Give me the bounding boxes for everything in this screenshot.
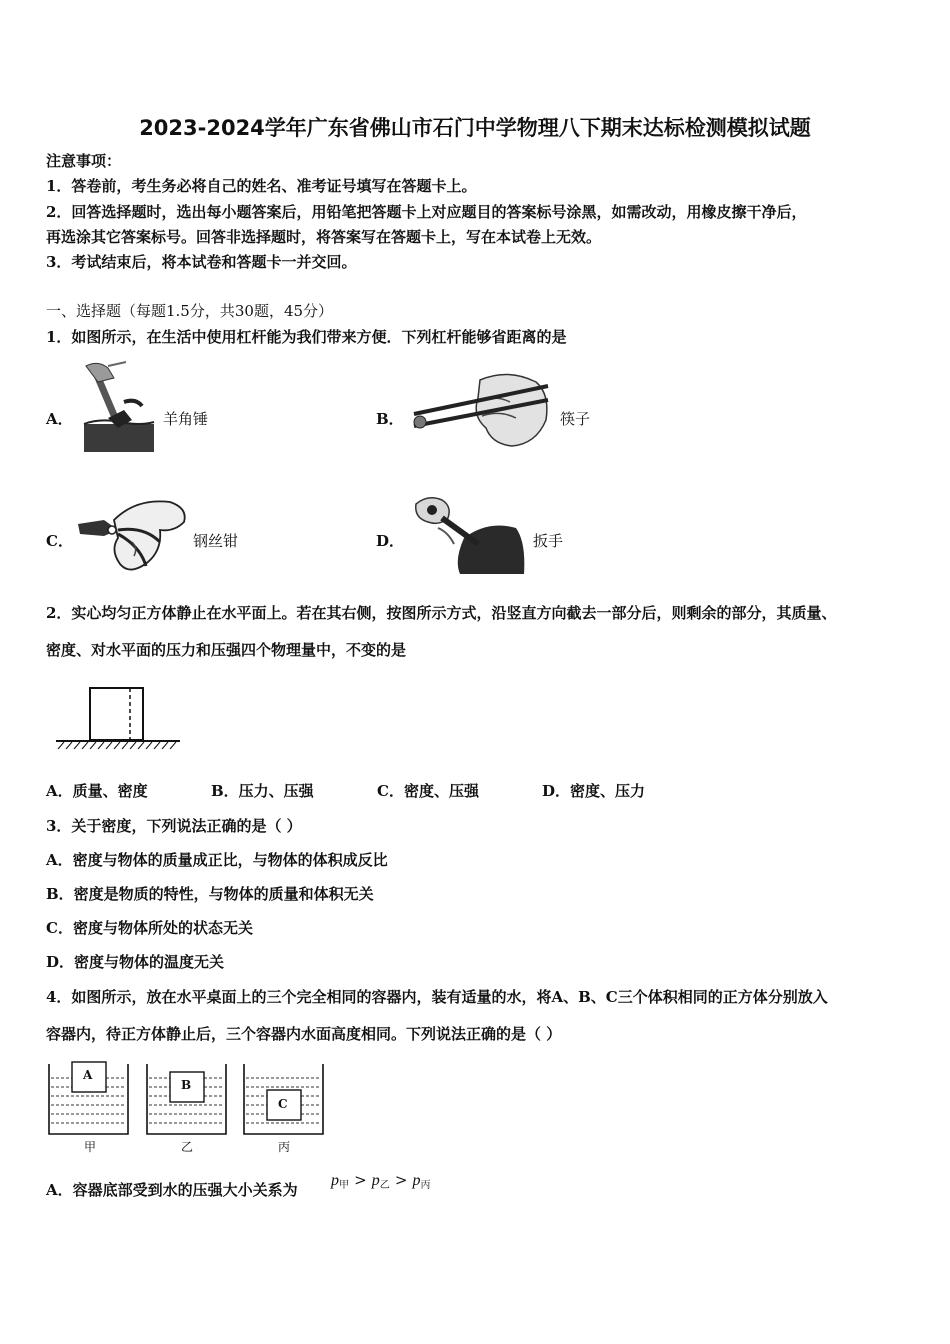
page-title: 2023-2024学年广东省佛山市石门中学物理八下期末达标检测模拟试题 [139, 116, 811, 140]
question-2-stem-line1: 2．实心均匀正方体静止在水平面上。若在其右侧，按图所示方式，沿竖直方向截去一部分后，则剩余的部分，其质量、 [46, 604, 837, 622]
q1-option-a-label: 羊角锤 [163, 410, 209, 428]
q1-option-b-label: 筷子 [560, 410, 591, 428]
question-3-stem: 3．关于密度，下列说法正确的是（ ） [46, 817, 302, 835]
greater-than-2: > [394, 1171, 408, 1189]
section-heading: 一、选择题（每题1.5分，共30题，45分） [46, 302, 334, 320]
q2-option-b: B．压力、压强 [211, 782, 314, 800]
p-bing: $p_丙$ [412, 1172, 431, 1191]
q3-option-a: A．密度与物体的质量成正比，与物体的体积成反比 [46, 851, 388, 869]
claw-hammer-illustration [80, 362, 160, 454]
caption-bing: 丙 [278, 1140, 291, 1154]
block-b-label: B [181, 1078, 192, 1092]
caption-yi: 乙 [181, 1140, 194, 1154]
notice-heading: 注意事项： [46, 152, 122, 170]
cube-cut-diagram [54, 686, 182, 756]
p-jia: $p_甲$ [331, 1172, 349, 1191]
q4-option-a: A．容器底部受到水的压强大小关系为 [46, 1181, 298, 1199]
q3-option-c: C．密度与物体所处的状态无关 [46, 919, 253, 937]
q2-option-a: A．质量、密度 [46, 782, 148, 800]
q2-option-d: D．密度、压力 [542, 782, 646, 800]
q3-option-d: D．密度与物体的温度无关 [46, 953, 225, 971]
wrench-illustration [408, 494, 526, 576]
q1-option-d-label: 扳手 [533, 532, 564, 550]
q1-option-d-letter: D． [376, 532, 405, 550]
q1-option-c-label: 钢丝钳 [193, 532, 239, 550]
block-a-label: A [83, 1068, 93, 1082]
notice-item-1: 1．答卷前，考生务必将自己的姓名、准考证号填写在答题卡上。 [46, 177, 477, 195]
question-1-stem: 1．如图所示，在生活中使用杠杆能为我们带来方便．下列杠杆能够省距离的是 [46, 328, 567, 346]
pressure-relation-formula [331, 1170, 431, 1191]
q2-option-c: C．密度、压强 [377, 782, 479, 800]
caption-jia: 甲 [84, 1140, 97, 1154]
greater-than-1: > [354, 1171, 367, 1189]
q1-option-a-letter: A． [46, 410, 73, 428]
pliers-illustration [74, 490, 192, 576]
q3-option-b: B．密度是物质的特性，与物体的质量和体积无关 [46, 885, 374, 903]
q1-option-c-letter: C． [46, 532, 73, 550]
p-yi: $p_乙$ [371, 1172, 390, 1191]
notice-item-3: 3．考试结束后，将本试卷和答题卡一并交回。 [46, 253, 357, 271]
notice-item-2-cont: 再选涂其它答案标号。回答非选择题时，将答案写在答题卡上，写在本试卷上无效。 [46, 228, 602, 246]
chopsticks-illustration [408, 372, 553, 452]
container-yi [147, 1064, 226, 1134]
q1-option-b-letter: B． [376, 410, 404, 428]
block-c-label: C [278, 1097, 288, 1111]
question-2-stem-line2: 密度、对水平面的压力和压强四个物理量中，不变的是 [46, 641, 407, 659]
question-4-stem-line2: 容器内，待正方体静止后，三个容器内水面高度相同。下列说法正确的是（ ） [46, 1025, 562, 1043]
question-4-stem-line1: 4．如图所示，放在水平桌面上的三个完全相同的容器内，装有适量的水，将A、B、C三个体积相同的正方体分别放入 [46, 988, 828, 1006]
notice-item-2: 2．回答选择题时，选出每小题答案后，用铅笔把答题卡上对应题目的答案标号涂黑，如需改动，用橡皮擦干净后， [46, 203, 807, 221]
